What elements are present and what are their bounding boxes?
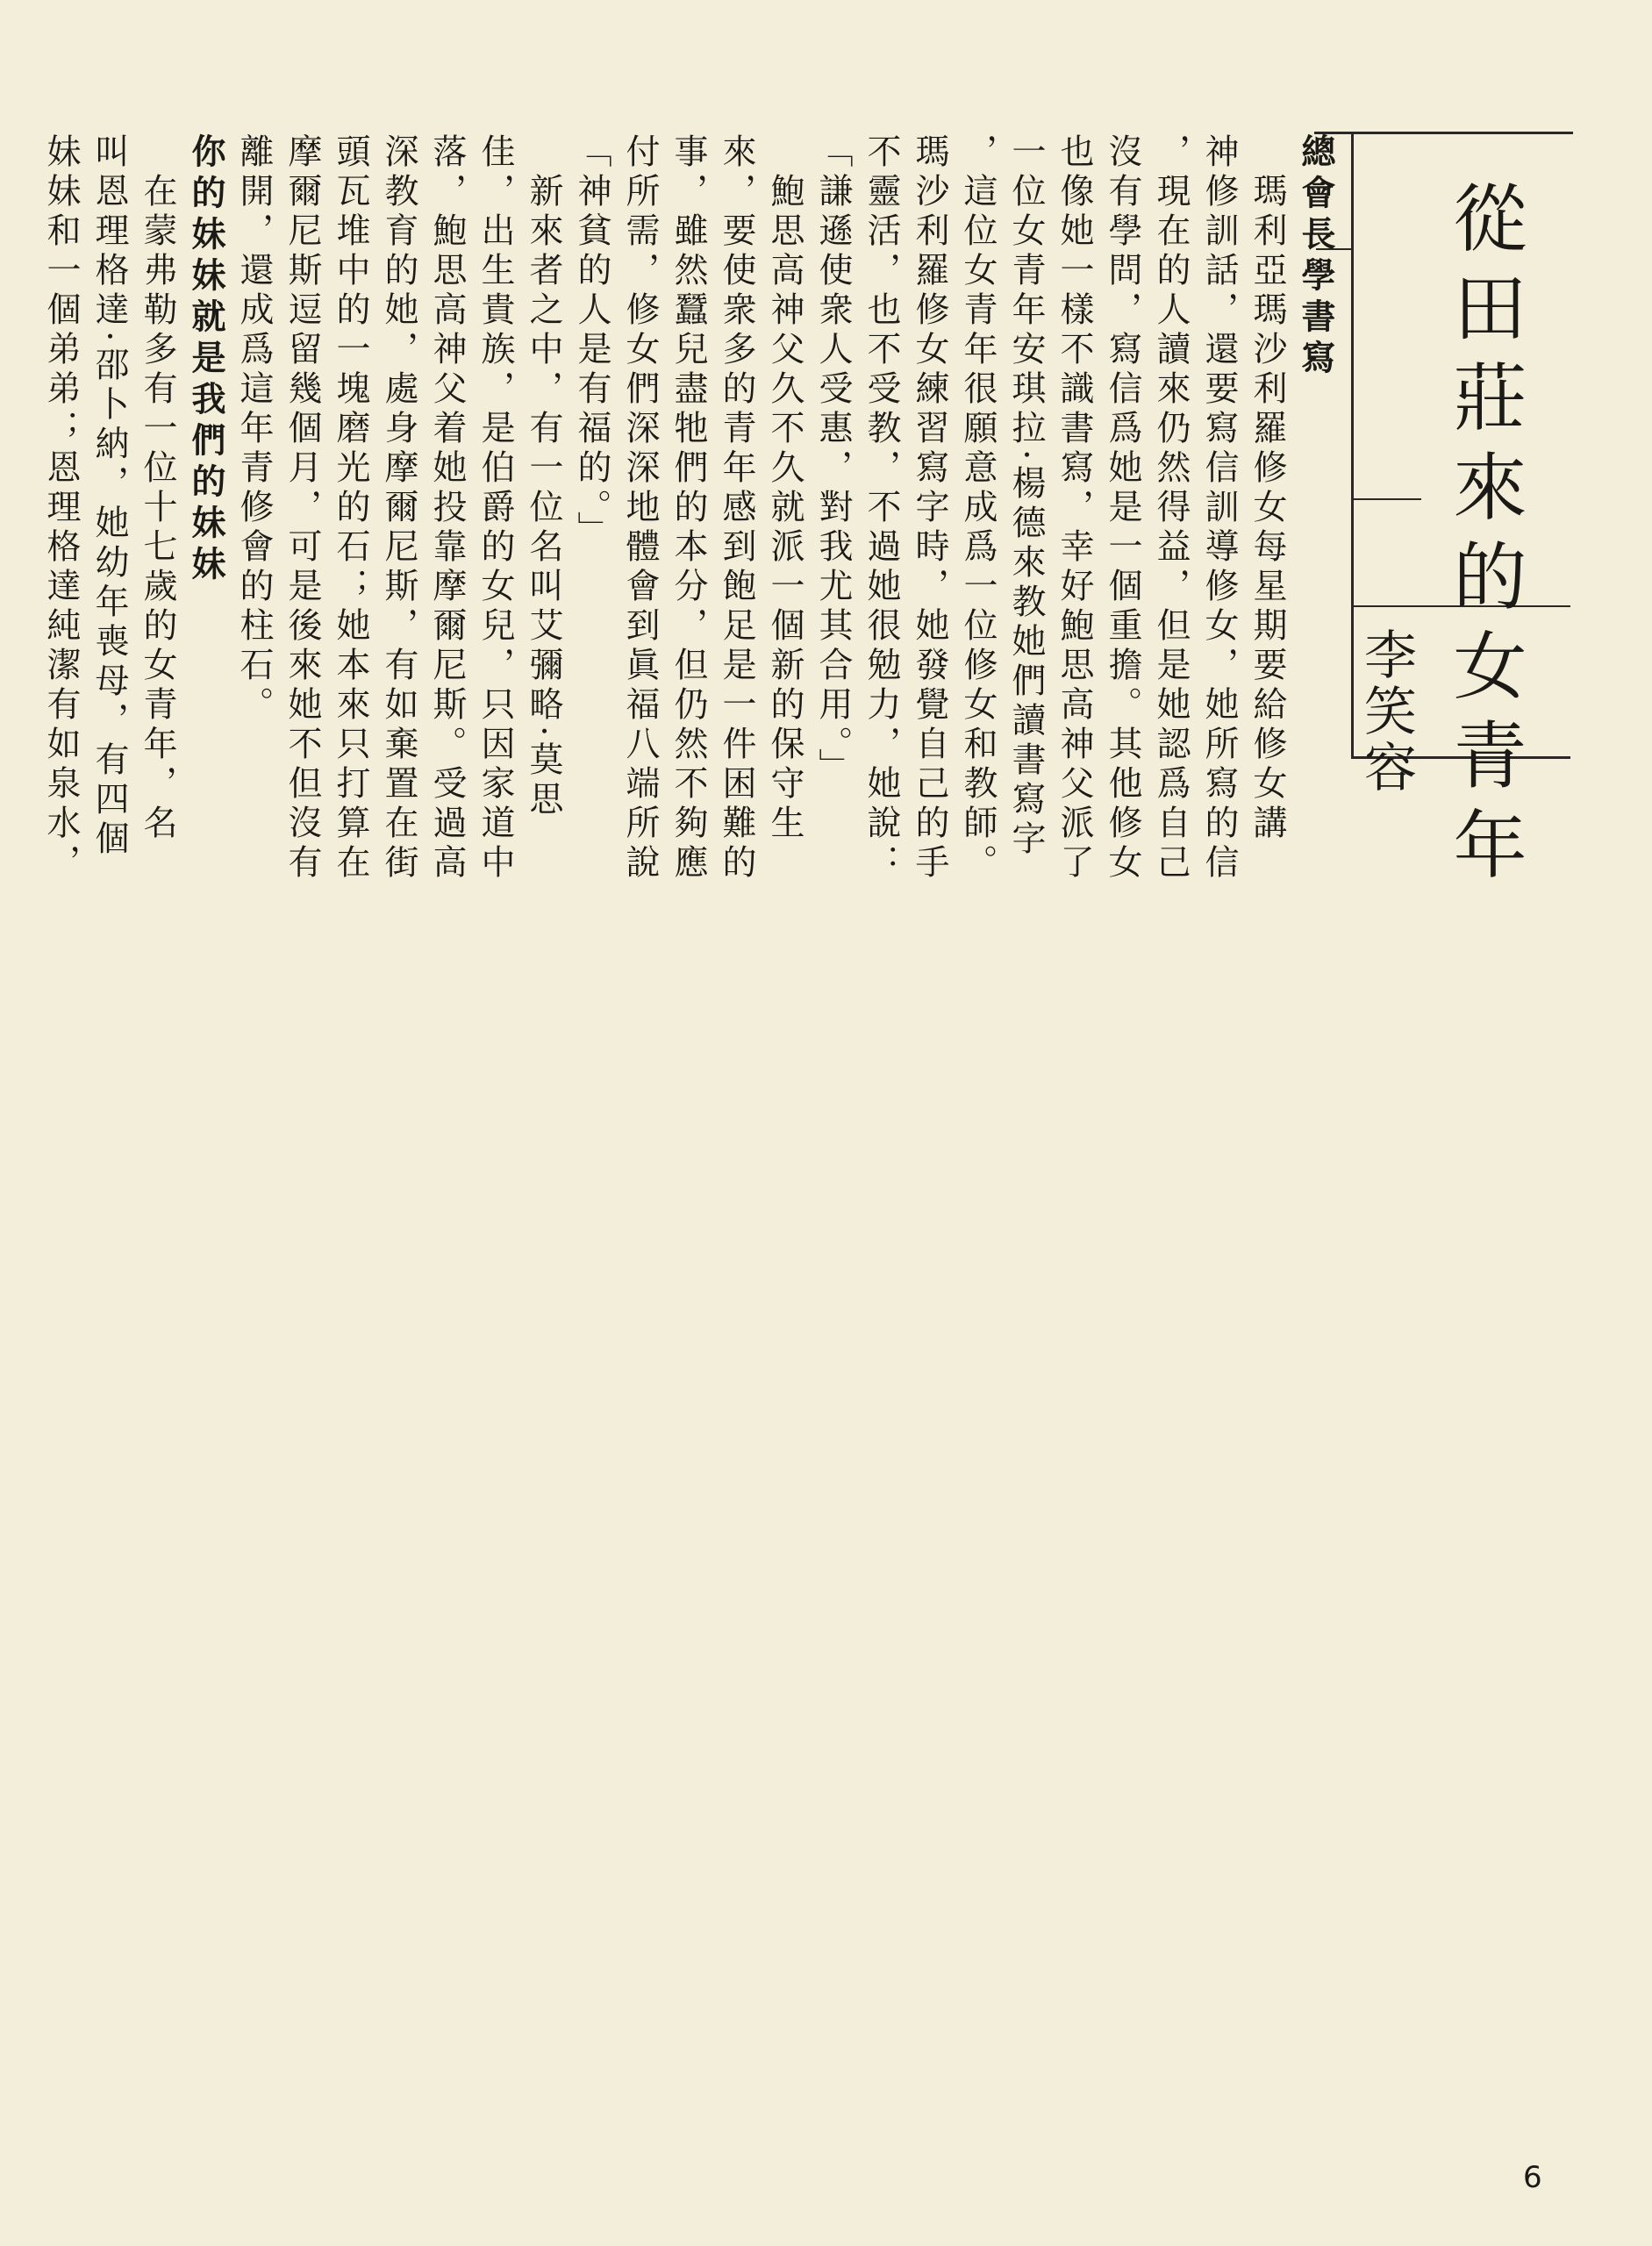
text-column: 也像她一樣不識書寫，幸好鮑思高神父派了 bbox=[1055, 133, 1094, 883]
text-column: 「神貧的人是有福的。」 bbox=[572, 133, 611, 551]
text-column: 頭瓦堆中的一塊磨光的石；她本來只打算在 bbox=[331, 133, 370, 883]
text-column: 新來者之中，有一位名叫艾彌略·莫思 bbox=[524, 133, 563, 821]
section-heading: 你的妹妹就是我們的妹妹 bbox=[186, 133, 226, 587]
text-column: 瑪沙利羅修女練習寫字時，她發覺自己的手 bbox=[910, 133, 949, 883]
text-column: 「謙遜使衆人受惠，對我尤其合用。」 bbox=[813, 133, 853, 788]
text-column: 深教育的她，處身摩爾尼斯，有如棄置在街 bbox=[379, 133, 418, 883]
text-column: 鮑思高神父久不久就派一個新的保守生 bbox=[765, 133, 805, 844]
text-column: 瑪利亞瑪沙利羅修女每星期要給修女講 bbox=[1248, 133, 1287, 844]
text-column: 叫恩理格達·邵卜納，她幼年喪母，有四個 bbox=[89, 133, 129, 861]
article-author: 李笑容 bbox=[1355, 627, 1417, 796]
title-rule-middle bbox=[1351, 498, 1421, 500]
text-column: 付所需，修女們深深地體會到眞福八端所說 bbox=[620, 133, 660, 883]
text-column: ，這位女青年很願意成爲一位修女和教師。 bbox=[958, 133, 998, 883]
text-column: 在蒙弗勒多有一位十七歲的女青年，名 bbox=[138, 133, 177, 844]
text-column: 摩爾尼斯逗留幾個月，可是後來她不但沒有 bbox=[282, 133, 322, 883]
text-column: 一位女青年安琪拉·楊德來教她們讀書寫字 bbox=[1006, 133, 1046, 861]
text-column: 神修訓話，還要寫信訓導修女，她所寫的信 bbox=[1199, 133, 1239, 883]
text-column: 來，要使衆多的青年感到飽足是一件困難的 bbox=[717, 133, 756, 883]
text-column: 事，雖然蠶兒盡牠們的本分，但仍然不夠應 bbox=[669, 133, 708, 883]
text-column: 沒有學問，寫信爲她是一個重擔。其他修女 bbox=[1103, 133, 1142, 883]
text-column: 佳，出生貴族，是伯爵的女兒，只因家道中 bbox=[476, 133, 515, 883]
text-column: 落，鮑思高神父着她投靠摩爾尼斯。受過高 bbox=[427, 133, 467, 883]
text-column: 不靈活，也不受教，不過她很勉力，她說： bbox=[862, 133, 901, 883]
article-title: 從田莊來的女青年 bbox=[1441, 180, 1527, 896]
text-column: ，現在的人讀來仍然得益，但是她認爲自己 bbox=[1151, 133, 1191, 883]
text-column: 妹妹和一個弟弟；恩理格達純潔有如泉水， bbox=[41, 133, 81, 883]
text-column: 離開，還成爲這年青修會的柱石。 bbox=[234, 133, 274, 726]
section-heading: 總會長學書寫 bbox=[1296, 133, 1336, 381]
page-number: 6 bbox=[1523, 2160, 1542, 2195]
